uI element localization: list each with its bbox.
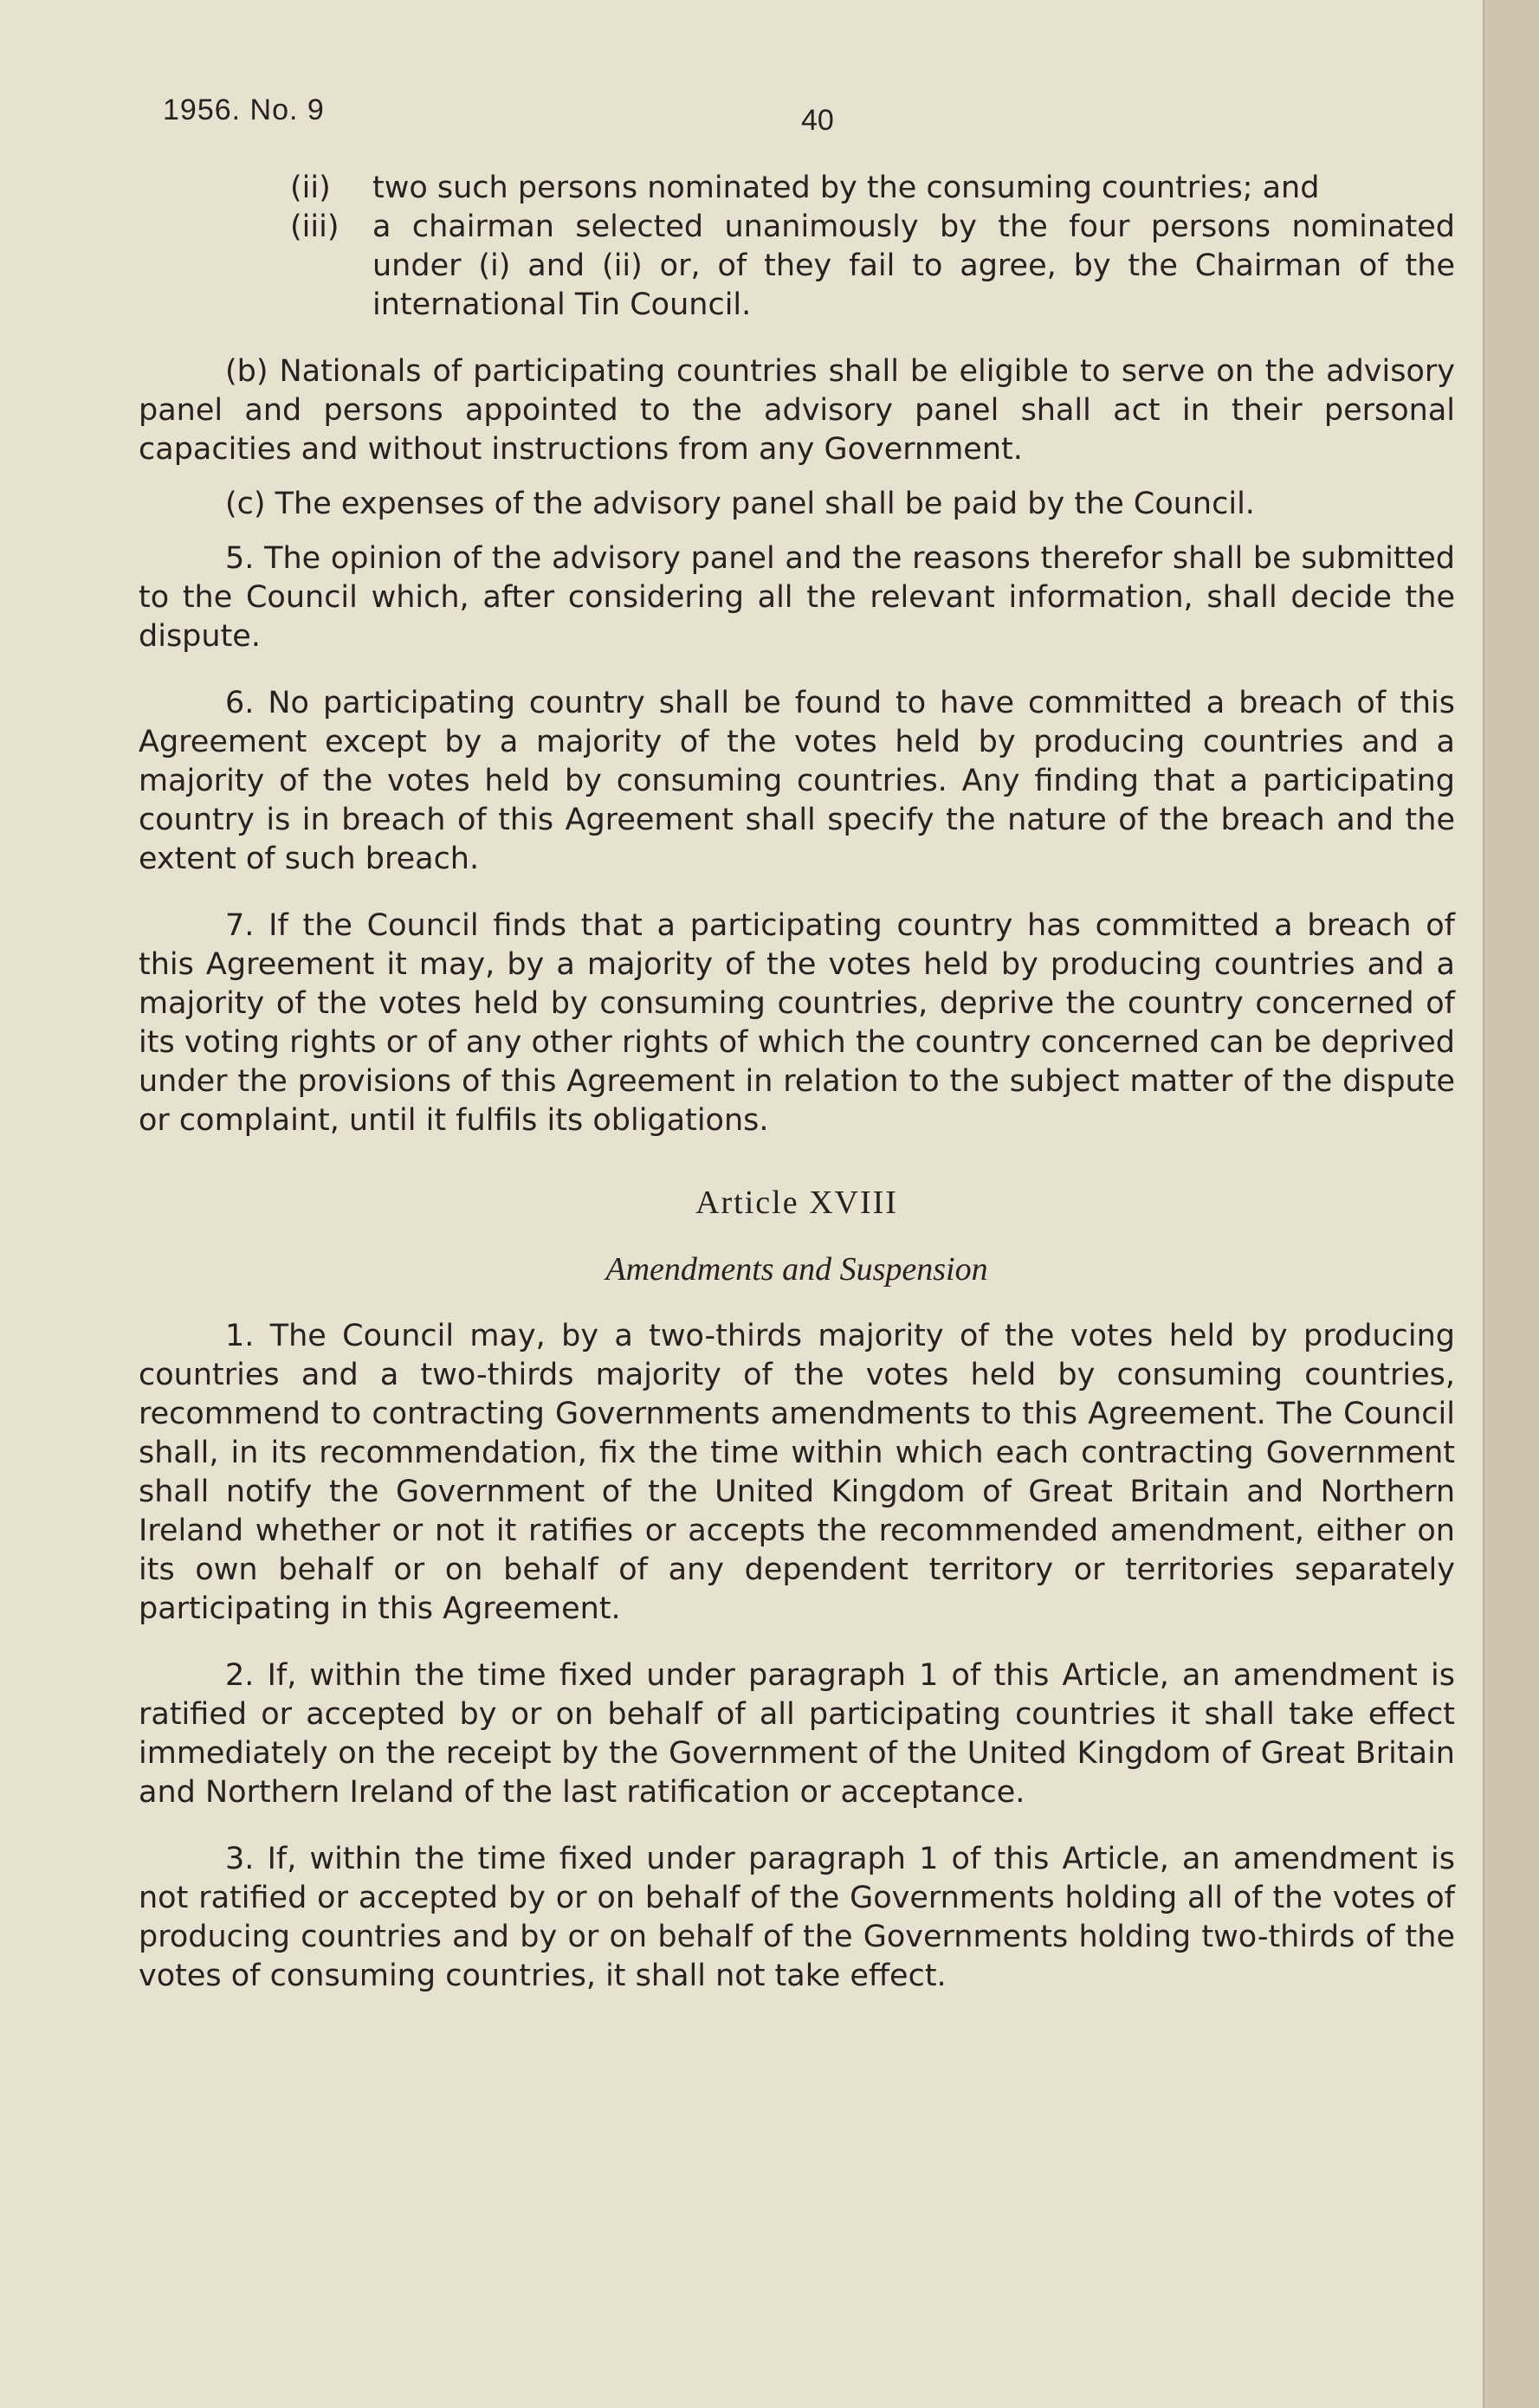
paragraph: 1. The Council may, by a two-thirds majority of the votes held by producing countries and a two-thirds majority of the votes held by consuming countries, recommend to contracting Governments amendments to this Agreement. The Council shall, in its recommendation, fix the time within which each contracting Government shall notify the Government of the United Kingdom of Great Britain and Northern Ireland whether or not it ratifies or accepts the recommended amendment, either on its own behalf or on behalf of any dependent territory or territories separately participating in this Agreement.	[139, 1319, 1455, 1626]
page-edge	[1483, 0, 1539, 2408]
list-item-text: a chairman selected unanimously by the four persons nominated under (i) and (ii) or, of they fail to agree, by the Chairman of the international Tin Council.	[372, 210, 1455, 322]
paragraph: 5. The opinion of the advisory panel and the reasons therefor shall be submitted to the Council which, after considering all the relevant information, shall decide the dispute.	[139, 541, 1455, 654]
paragraph: 7. If the Council finds that a participating country has committed a breach of this Agreement it may, by a majority of the votes held by producing countries and a majority of the votes held by consuming countries, deprive the country concerned of its voting rights or of any other rights of which the country concerned can be deprived under the provisions of this Agreement in relation to the subject matter of the dispute or complaint, until it fulfils its obligations.	[139, 908, 1455, 1138]
paragraph: (b) Nationals of participating countries shall be eligible to serve on the advisory panel and persons appointed to the advisory panel shall act in their personal capacities and without instructions from any Government.	[139, 354, 1455, 467]
paragraph: 2. If, within the time fixed under paragraph 1 of this Article, an amendment is ratified or accepted by or on behalf of all participating countries it shall take effect immediately on the receipt by the Government of the United Kingdom of Great Britain and Northern Ireland of the last ratification or acceptance.	[139, 1658, 1455, 1810]
paragraph: (c) The expenses of the advisory panel shall be paid by the Council.	[225, 487, 1255, 521]
paragraph: 6. No participating country shall be found to have committed a breach of this Agreement except by a majority of the votes held by producing countries and a majority of the votes held by consuming countries. Any finding that a participating country is in breach of this Agreement shall specify the nature of the breach and the extent of such breach.	[139, 686, 1455, 876]
list-item	[139, 208, 1455, 325]
page-number: 40	[801, 104, 834, 137]
list-item	[139, 169, 1455, 208]
document-body	[139, 169, 1455, 1996]
article-subheading: Amendments and Suspension	[605, 1251, 988, 1288]
article-heading: Article XVIII	[695, 1185, 898, 1221]
list-item-text: two such persons nominated by the consuming countries; and	[372, 171, 1320, 205]
paragraph: 3. If, within the time fixed under paragraph 1 of this Article, an amendment is not ratified or accepted by or on behalf of the Governments holding all of the votes of producing countries and by or on behalf of the Governments holding two-thirds of the votes of consuming countries, it shall not take effect.	[139, 1842, 1455, 1993]
list-item-number: (ii)	[290, 171, 331, 205]
list-item-number: (iii)	[290, 210, 339, 244]
running-header: 1956. No. 9	[163, 94, 325, 126]
